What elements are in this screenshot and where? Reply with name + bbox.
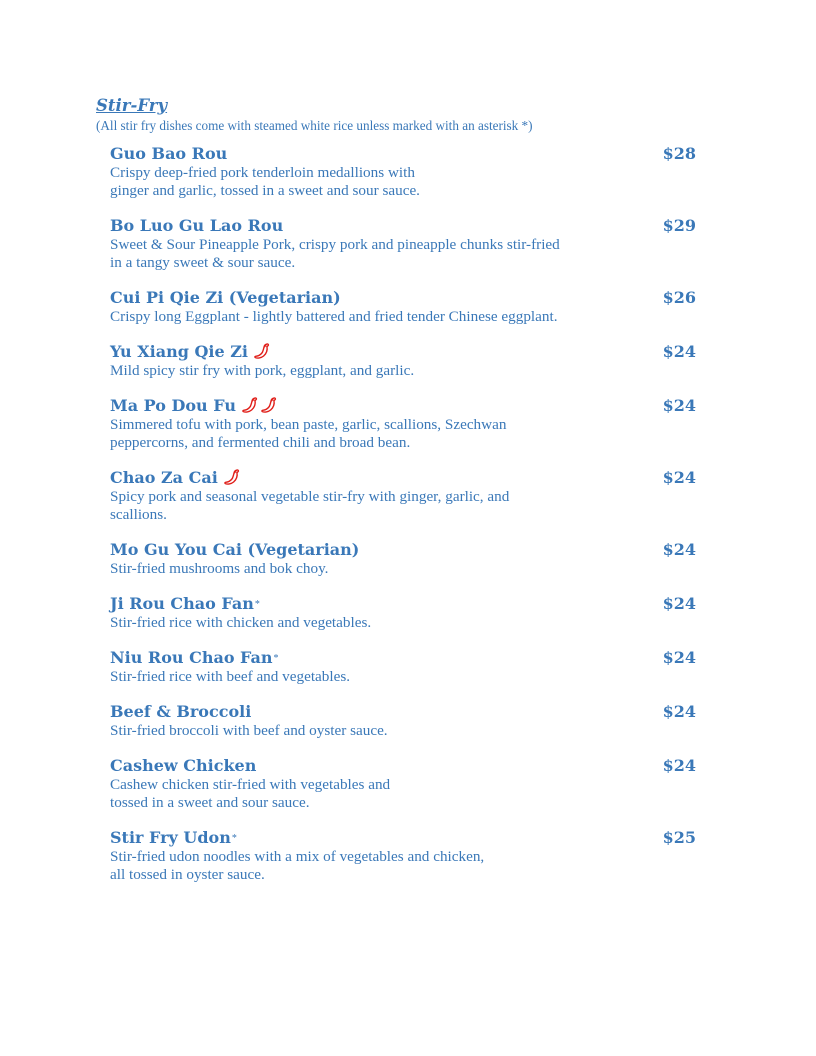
menu-item-header — [110, 341, 710, 362]
menu-item — [96, 827, 710, 884]
menu-item-header — [110, 395, 710, 416]
menu-item-name: Cui Pi Qie Zi (Vegetarian) — [110, 288, 341, 307]
menu-item-name: Cashew Chicken — [110, 756, 257, 775]
menu-item — [96, 755, 710, 812]
section-title: Stir-Fry — [96, 96, 168, 115]
menu-item-header — [110, 467, 710, 488]
chili-pepper-icon — [223, 468, 241, 486]
menu-item-name: Ma Po Dou Fu — [110, 396, 236, 415]
menu-page — [96, 96, 696, 883]
menu-item-header — [110, 827, 710, 848]
menu-item-name: Beef & Broccoli — [110, 702, 252, 721]
menu-item-description: Sweet & Sour Pineapple Pork, crispy pork and pineapple chunks stir-fried in a tangy sweet & sour sauce. — [110, 236, 560, 271]
menu-item-price: $24 — [662, 594, 696, 613]
menu-item-price: $25 — [662, 828, 696, 847]
menu-item-price: $26 — [662, 288, 696, 307]
menu-item-header — [110, 593, 710, 614]
menu-item-description: Crispy deep-fried pork tenderloin medallions with ginger and garlic, tossed in a sweet and sour sauce. — [110, 164, 420, 199]
menu-item — [96, 287, 710, 326]
menu-item-name: Stir Fry Udon — [110, 828, 231, 847]
spicy-level — [253, 342, 272, 364]
menu-item-description: Stir-fried udon noodles with a mix of vegetables and chicken, all tossed in oyster sauce. — [110, 848, 485, 883]
menu-item-description: Stir-fried broccoli with beef and oyster sauce. — [110, 722, 388, 739]
menu-item-description: Crispy long Eggplant - lightly battered and fried tender Chinese eggplant. — [110, 308, 558, 325]
menu-item-header — [110, 647, 710, 668]
menu-item-description: Stir-fried rice with beef and vegetables. — [110, 668, 351, 685]
menu-item-price: $29 — [662, 216, 696, 235]
section-note: (All stir fry dishes come with steamed white rice unless marked with an asterisk *) — [96, 118, 533, 133]
menu-item-price: $24 — [662, 648, 696, 667]
chili-pepper-icon — [260, 396, 278, 414]
menu-item-name: Ji Rou Chao Fan — [110, 594, 254, 613]
menu-item-price: $24 — [662, 756, 696, 775]
menu-item-description: Spicy pork and seasonal vegetable stir-fry with ginger, garlic, and scallions. — [110, 488, 510, 523]
chili-pepper-icon — [241, 396, 259, 414]
menu-item — [96, 701, 710, 740]
menu-item-name: Chao Za Cai — [110, 468, 218, 487]
menu-item-name: Bo Luo Gu Lao Rou — [110, 216, 284, 235]
menu-item — [96, 593, 710, 632]
menu-item-description: Stir-fried mushrooms and bok choy. — [110, 560, 329, 577]
menu-item — [96, 539, 710, 578]
menu-item-name: Niu Rou Chao Fan — [110, 648, 273, 667]
menu-item-price: $24 — [662, 702, 696, 721]
no-rice-asterisk: * — [273, 653, 279, 664]
no-rice-asterisk: * — [254, 599, 260, 610]
menu-item-header — [110, 287, 710, 308]
menu-item-description: Cashew chicken stir-fried with vegetables and tossed in a sweet and sour sauce. — [110, 776, 391, 811]
menu-item-header — [110, 215, 710, 236]
menu-item-header — [110, 755, 710, 776]
no-rice-asterisk: * — [231, 833, 237, 844]
menu-item-description: Simmered tofu with pork, bean paste, garlic, scallions, Szechwan peppercorns, and fermented chili and broad bean. — [110, 416, 507, 451]
menu-item-name: Yu Xiang Qie Zi — [110, 342, 249, 361]
menu-item — [96, 467, 710, 524]
menu-item — [96, 647, 710, 686]
menu-item-name: Guo Bao Rou — [110, 144, 228, 163]
menu-item-header — [110, 143, 710, 164]
spicy-level — [241, 396, 279, 418]
chili-pepper-icon — [253, 342, 271, 360]
menu-item-price: $24 — [662, 342, 696, 361]
menu-item-price: $24 — [662, 396, 696, 415]
menu-item — [96, 143, 710, 200]
menu-item-price: $28 — [662, 144, 696, 163]
menu-item-description: Stir-fried rice with chicken and vegetables. — [110, 614, 372, 631]
menu-item-price: $24 — [662, 540, 696, 559]
menu-item-header — [110, 539, 710, 560]
menu-item-price: $24 — [662, 468, 696, 487]
menu-item — [96, 341, 710, 380]
menu-item — [96, 395, 710, 452]
menu-item-name: Mo Gu You Cai (Vegetarian) — [110, 540, 360, 559]
menu-item-header — [110, 701, 710, 722]
menu-item — [96, 215, 710, 272]
menu-item-description: Mild spicy stir fry with pork, eggplant, and garlic. — [110, 362, 415, 379]
spicy-level — [223, 468, 242, 490]
